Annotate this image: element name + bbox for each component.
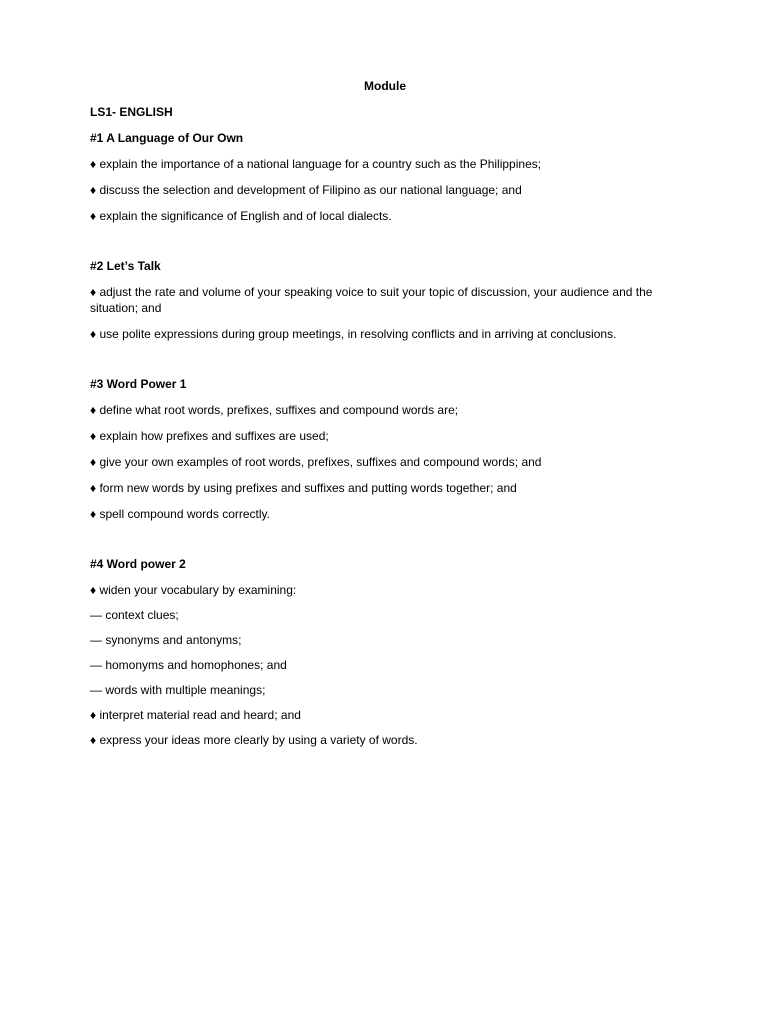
- list-item: ♦ form new words by using prefixes and suffixes and putting words together; and: [90, 481, 517, 495]
- document-content: [90, 78, 680, 782]
- page-title: Module: [364, 79, 406, 93]
- section-2: [90, 258, 680, 342]
- section-1: [90, 130, 680, 224]
- list-item: ♦ spell compound words correctly.: [90, 507, 270, 521]
- list-item: — words with multiple meanings;: [90, 683, 266, 697]
- list-item: ♦ explain the importance of a national language for a country such as the Philippines;: [90, 157, 542, 171]
- list-item: ♦ widen your vocabulary by examining:: [90, 583, 297, 597]
- list-item: ♦ explain the significance of English and of local dialects.: [90, 209, 392, 223]
- list-item: ♦ express your ideas more clearly by using a variety of words.: [90, 733, 418, 747]
- list-item: ♦ define what root words, prefixes, suffixes and compound words are;: [90, 403, 459, 417]
- list-item: ♦ discuss the selection and development of Filipino as our national language; and: [90, 183, 522, 197]
- list-item: ♦ give your own examples of root words, prefixes, suffixes and compound words; and: [90, 455, 542, 469]
- list-item: ♦ interpret material read and heard; and: [90, 708, 301, 722]
- list-item: — synonyms and antonyms;: [90, 633, 242, 647]
- section-heading: #4 Word power 2: [90, 557, 186, 571]
- section-3: [90, 376, 680, 522]
- section-heading: #3 Word Power 1: [90, 377, 187, 391]
- list-item: — context clues;: [90, 608, 179, 622]
- section-heading: #2 Let’s Talk: [90, 259, 161, 273]
- list-item: ♦ adjust the rate and volume of your speaking voice to suit your topic of discussion, your audience and the situation; and: [90, 285, 653, 315]
- section-heading: #1 A Language of Our Own: [90, 131, 244, 145]
- subject-heading: LS1- ENGLISH: [90, 105, 173, 119]
- list-item: ♦ use polite expressions during group meetings, in resolving conflicts and in arriving at conclusions.: [90, 327, 617, 341]
- section-4: [90, 556, 680, 748]
- list-item: — homonyms and homophones; and: [90, 658, 287, 672]
- list-item: ♦ explain how prefixes and suffixes are used;: [90, 429, 329, 443]
